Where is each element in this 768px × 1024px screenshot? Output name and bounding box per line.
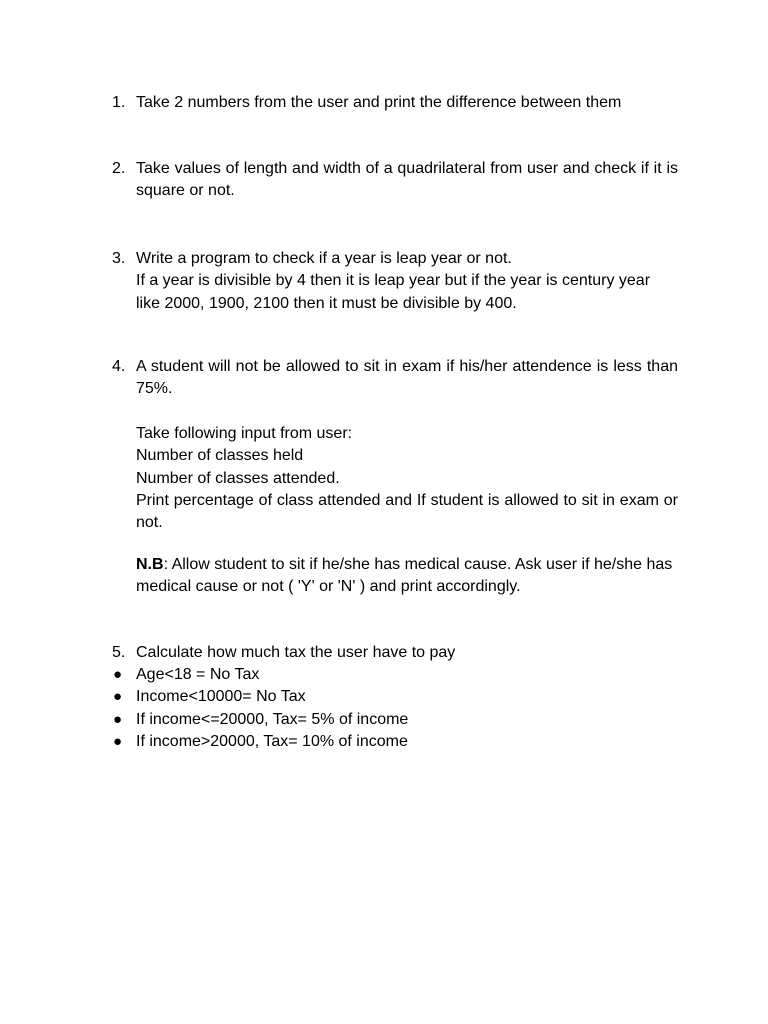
question-number: 3. <box>112 250 126 267</box>
question-number: 1. <box>112 94 126 111</box>
list-item-text: If income<=20000, Tax= 5% of income <box>136 710 409 728</box>
list-item-text: If income>20000, Tax= 10% of income <box>136 733 408 751</box>
note-text: : Allow student to sit if he/she has medical cause. Ask user if he/she has medical cause or not ( 'Y' or 'N' ) and print accordingly. <box>136 555 673 596</box>
input-item: Number of classes held <box>136 447 304 465</box>
question-text: Calculate how much tax the user have to pay <box>136 644 456 661</box>
input-item: Number of classes attended. <box>136 469 340 487</box>
list-item-text: Age<18 = No Tax <box>136 666 260 683</box>
bullet-icon: ● <box>113 666 123 683</box>
note-label: N.B <box>136 555 164 573</box>
question-text <box>136 248 678 315</box>
list-item <box>112 709 678 731</box>
note <box>136 554 678 599</box>
list-item-text: Income<10000= No Tax <box>136 688 306 706</box>
print-instruction: Print percentage of class attended and If student is allowed to sit in exam or not. <box>136 492 678 532</box>
list-item <box>112 664 678 686</box>
question-intro: A student will not be allowed to sit in exam if his/her attendence is less than 75%. <box>136 358 678 398</box>
question-4 <box>112 356 678 599</box>
input-instruction: Take following input from user: <box>136 424 353 442</box>
question-text <box>136 356 678 599</box>
question-number: 5. <box>112 644 126 661</box>
bullet-icon: ● <box>113 688 123 706</box>
question-5 <box>112 642 678 664</box>
question-2 <box>112 158 678 203</box>
question-text: Take 2 numbers from the user and print the difference between them <box>136 94 622 111</box>
spacer <box>136 401 678 423</box>
question-1 <box>112 92 678 114</box>
bullet-icon: ● <box>113 710 123 728</box>
question-line: Write a program to check if a year is leap year or not. <box>136 250 512 267</box>
tax-rules-list <box>112 664 678 754</box>
question-line: If a year is divisible by 4 then it is leap year but if the year is century year <box>136 272 651 290</box>
question-number: 4. <box>112 358 126 375</box>
spacer <box>136 535 678 554</box>
bullet-icon: ● <box>113 733 123 751</box>
question-3 <box>112 248 678 315</box>
question-line: like 2000, 1900, 2100 then it must be divisible by 400. <box>136 294 517 312</box>
list-item <box>112 731 678 753</box>
question-text: Take values of length and width of a quadrilateral from user and check if it is square or not. <box>136 160 678 200</box>
question-number: 2. <box>112 160 126 177</box>
list-item <box>112 686 678 708</box>
